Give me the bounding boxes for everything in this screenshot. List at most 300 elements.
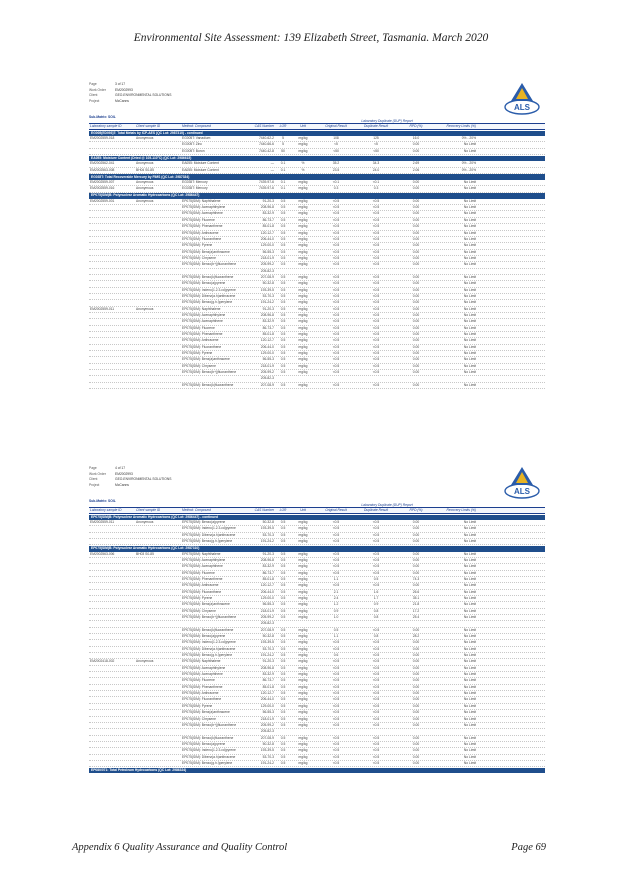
cell-lab-sample: EM2002418-002 (90, 659, 115, 664)
cell-recovery: No Limit (463, 249, 476, 254)
meta-label-work_order: Work Order (89, 471, 106, 476)
cell-lor: 0.5 (280, 274, 286, 279)
cell-method: EP075(SIM): Phenanthrene (182, 576, 223, 581)
cell-recovery: No Limit (463, 224, 476, 229)
cell-lor: 0.5 (280, 357, 286, 362)
cell-cas: 207-08-9 (260, 627, 274, 632)
cell-original: <0.5 (332, 741, 340, 746)
cell-original: <0.5 (332, 678, 340, 683)
cell-recovery: No Limit (463, 180, 476, 185)
cell-lor: 0.1 (280, 161, 286, 166)
cell-original: <0.5 (332, 211, 340, 216)
cell-method: EP075(SIM): Fluoranthene (182, 589, 222, 594)
cell-method: EP075(SIM): Benz(a)anthracene (182, 357, 230, 362)
cell-unit: mg/kg (298, 338, 308, 343)
cell-rpd: 0.00 (412, 754, 420, 759)
cell-cas: 53-70-3 (262, 646, 274, 651)
cell-rpd: 17.2 (412, 608, 420, 613)
cell-recovery: No Limit (463, 735, 476, 740)
cell-lor: 0.5 (280, 217, 286, 222)
meta-label-project: Project (89, 482, 100, 487)
cell-recovery: No Limit (463, 551, 476, 556)
cell-original: <0.5 (332, 691, 340, 696)
meta-row-project (89, 99, 545, 105)
cell-unit: mg/kg (298, 370, 308, 375)
cell-lor: 0.1 (280, 186, 286, 191)
meta-value-project: McCanns (115, 482, 129, 487)
cell-recovery: No Limit (463, 570, 476, 575)
cell-original: <0.5 (332, 520, 340, 525)
cell-duplicate: <0.5 (372, 703, 380, 708)
column-header-client-sample: Client sample ID (136, 123, 161, 128)
cell-lor: 0.5 (280, 602, 286, 607)
cell-lor: 0.5 (280, 300, 286, 305)
cell-method: EP075(SIM): Fluorene (182, 570, 215, 575)
cell-lor: 0.5 (280, 236, 286, 241)
cell-original: <0.5 (332, 312, 340, 317)
cell-original: <0.5 (332, 351, 340, 356)
cell-original: <0.5 (332, 722, 340, 727)
cell-original: <0.5 (332, 325, 340, 330)
cell-lor: 0.5 (280, 634, 286, 639)
cell-rpd: 26.6 (412, 589, 420, 594)
cell-cas: 208-96-8 (260, 557, 274, 562)
cell-cas: 191-24-2 (260, 653, 274, 658)
cell-original: <0.5 (332, 754, 340, 759)
cell-lab-sample: EM2002559-018 (90, 136, 115, 141)
cell-unit: mg/kg (298, 211, 308, 216)
column-header-method: Method: Compound (182, 123, 211, 128)
cell-lor: 0.5 (280, 198, 286, 203)
cell-cas: 83-32-9 (262, 319, 274, 324)
cell-method: EP075(SIM): Benzo(g.h.i)perylene (182, 653, 233, 658)
cell-duplicate: <0.5 (372, 735, 380, 740)
cell-recovery: No Limit (463, 382, 476, 387)
cell-unit: mg/kg (298, 551, 308, 556)
cell-original: <0.5 (332, 697, 340, 702)
cell-unit: mg/kg (298, 230, 308, 235)
cell-duplicate: <0.5 (372, 583, 380, 588)
cell-lor: 0.5 (280, 615, 286, 620)
cell-unit: mg/kg (298, 754, 308, 759)
cell-lab-sample: EM2002562-041 (90, 161, 115, 166)
cell-method: EG035T: Mercury (182, 186, 208, 191)
cell-rpd: 0.00 (412, 224, 420, 229)
cell-rpd: 0.00 (412, 287, 420, 292)
cell-original: <0.5 (332, 532, 340, 537)
cell-client-sample: Anonymous (136, 306, 154, 311)
cell-recovery: No Limit (463, 595, 476, 600)
cell-unit: mg/kg (298, 136, 308, 141)
cell-lor: 0.5 (280, 710, 286, 715)
cell-lor: 0.5 (280, 306, 286, 311)
cell-cas: 50-32-8 (262, 281, 274, 286)
cell-original: <0.5 (332, 300, 340, 305)
cell-unit: mg/kg (298, 287, 308, 292)
cell-method: EP075(SIM): Indeno(1.2.3.cd)pyrene (182, 640, 236, 645)
cell-method: EG005T: Boron (182, 148, 205, 153)
cell-unit: mg/kg (298, 539, 308, 544)
cell-duplicate: <0.5 (372, 281, 380, 286)
cell-duplicate: <0.5 (372, 684, 380, 689)
cell-lor: 0.5 (280, 319, 286, 324)
table-header (89, 507, 545, 514)
cell-method: EP075(SIM): Benzo(b+j)fluoranthene (182, 370, 237, 375)
cell-original: 1.2 (333, 602, 339, 607)
cell-lor: 0.5 (280, 570, 286, 575)
meta-value-client: GEO-ENVIRONMENTAL SOLUTIONS (115, 477, 172, 482)
cell-unit: mg/kg (298, 595, 308, 600)
cell-recovery: No Limit (463, 672, 476, 677)
cell-lab-sample: EM2002563-008 (90, 167, 115, 172)
cell-lab-sample: EM2002559-011 (90, 306, 115, 311)
cell-recovery: 0% - 20% (461, 161, 476, 166)
cell-duplicate: <0.5 (372, 293, 380, 298)
cell-method: EP075(SIM): Pyrene (182, 243, 213, 248)
cell-cas: 91-20-3 (262, 659, 274, 664)
cell-rpd: 0.00 (412, 716, 420, 721)
cell-unit: mg/kg (298, 703, 308, 708)
cell-rpd: 0.00 (412, 684, 420, 689)
cell-method: EP075(SIM): Acenaphthylene (182, 205, 226, 210)
report-page-4 (89, 466, 545, 773)
cell-lor: 0.5 (280, 262, 286, 267)
cell-original: <0.5 (332, 684, 340, 689)
cell-lor: 0.5 (280, 627, 286, 632)
cell-recovery: No Limit (463, 760, 476, 765)
column-header-duplicate: Duplicate Result (363, 507, 388, 512)
cell-rpd: 0.00 (412, 319, 420, 324)
cell-original: 35.2 (332, 161, 340, 166)
cell-cas: 83-32-9 (262, 211, 274, 216)
cell-duplicate: 1.7 (373, 595, 379, 600)
cell-recovery: No Limit (463, 684, 476, 689)
cell-original: <0.5 (332, 205, 340, 210)
cell-unit: mg/kg (298, 532, 308, 537)
cell-method: EP075(SIM): Pyrene (182, 595, 213, 600)
cell-unit: mg/kg (298, 243, 308, 248)
cell-cas: 7440-42-8 (258, 148, 274, 153)
cell-recovery: No Limit (463, 148, 476, 153)
cell-rpd: 0.00 (412, 760, 420, 765)
cell-method: EP075(SIM): Benzo(k)fluoranthene (182, 735, 234, 740)
cell-duplicate: <0.5 (372, 526, 380, 531)
cell-recovery: No Limit (463, 357, 476, 362)
cell-method: EP075(SIM): Benzo(b+j)fluoranthene (182, 615, 237, 620)
cell-lor: 0.5 (280, 691, 286, 696)
cell-recovery: No Limit (463, 697, 476, 702)
column-header-method: Method: Compound (182, 507, 211, 512)
cell-cas: 205-82-3 (260, 376, 274, 381)
cell-cas: — (270, 161, 274, 166)
cell-rpd: 0.00 (412, 142, 420, 147)
cell-method: EP075(SIM): Naphthalene (182, 659, 221, 664)
cell-duplicate: <0.5 (372, 627, 380, 632)
cell-unit: mg/kg (298, 672, 308, 677)
cell-duplicate: <0.5 (372, 230, 380, 235)
cell-original: <0.5 (332, 564, 340, 569)
cell-original: <0.5 (332, 281, 340, 286)
cell-cas: 193-39-5 (260, 287, 274, 292)
cell-original: <0.5 (332, 526, 340, 531)
cell-method: EP075(SIM): Dibenz(a.h)anthracene (182, 754, 236, 759)
cell-rpd: 0.00 (412, 198, 420, 203)
cell-unit: % (301, 161, 305, 166)
cell-method: EP075(SIM): Indeno(1.2.3.cd)pyrene (182, 287, 236, 292)
cell-lor: 0.5 (280, 760, 286, 765)
cell-original: <0.5 (332, 557, 340, 562)
cell-duplicate: <5 (374, 142, 378, 147)
cell-original: <5 (334, 142, 338, 147)
cell-cas: 218-01-9 (260, 608, 274, 613)
cell-lor: 0.1 (280, 180, 286, 185)
cell-method: EP075(SIM): Anthracene (182, 691, 219, 696)
cell-rpd: 0.00 (412, 249, 420, 254)
cell-lor: 0.5 (280, 382, 286, 387)
cell-unit: % (301, 167, 305, 172)
cell-cas: 53-70-3 (262, 532, 274, 537)
cell-unit: mg/kg (298, 363, 308, 368)
cell-lor: 0.5 (280, 678, 286, 683)
cell-lor: 0.5 (280, 589, 286, 594)
cell-lor: 0.5 (280, 249, 286, 254)
cell-cas: 193-39-5 (260, 526, 274, 531)
cell-cas: 91-20-3 (262, 306, 274, 311)
cell-original: <0.5 (332, 293, 340, 298)
cell-method: EP075(SIM): Fluorene (182, 678, 215, 683)
meta-value-client: GEO-ENVIRONMENTAL SOLUTIONS (115, 93, 172, 98)
cell-original: <0.5 (332, 236, 340, 241)
cell-duplicate: <0.5 (372, 351, 380, 356)
cell-original: <0.5 (332, 640, 340, 645)
cell-recovery: No Limit (463, 325, 476, 330)
cell-rpd: 0.00 (412, 653, 420, 658)
cell-duplicate: <0.5 (372, 205, 380, 210)
cell-recovery: No Limit (463, 230, 476, 235)
cell-cas: 83-32-9 (262, 672, 274, 677)
meta-label-client: Client (89, 477, 98, 482)
section-header: EA055: Moisture Content (Dried @ 105-110°C) (QC Lot: 2986615) (89, 156, 545, 162)
cell-duplicate: 0.5 (373, 576, 379, 581)
cell-recovery: No Limit (463, 678, 476, 683)
cell-lor: 0.5 (280, 532, 286, 537)
cell-unit: mg/kg (298, 760, 308, 765)
cell-cas: 85-01-8 (262, 684, 274, 689)
cell-rpd: 2.06 (412, 167, 420, 172)
cell-original: <0.5 (332, 249, 340, 254)
cell-method: EP075(SIM): Benzo(k)fluoranthene (182, 382, 234, 387)
cell-unit: mg/kg (298, 325, 308, 330)
cell-duplicate: 1.6 (373, 589, 379, 594)
cell-cas: 120-12-7 (260, 230, 274, 235)
cell-cas: 218-01-9 (260, 363, 274, 368)
cell-unit: mg/kg (298, 716, 308, 721)
cell-rpd: 0.00 (412, 344, 420, 349)
meta-row-project (89, 483, 545, 489)
cell-rpd: 0.00 (412, 205, 420, 210)
cell-recovery: No Limit (463, 293, 476, 298)
cell-client-sample: BH03 S0-85 (136, 551, 154, 556)
cell-rpd: 0.00 (412, 332, 420, 337)
cell-rpd: 0.00 (412, 583, 420, 588)
cell-method: EP075(SIM): Benzo(k)fluoranthene (182, 627, 234, 632)
cell-cas: 205-99-2 (260, 615, 274, 620)
section-header: EP075(SIM)B: Polynuclear Aromatic Hydrocarbons (QC Lot: 2987310) (89, 546, 545, 552)
document-header: Environmental Site Assessment: 139 Elizabeth Street, Tasmania. March 2020 (133, 32, 489, 44)
cell-method: EP075(SIM): Benzo(a)pyrene (182, 281, 226, 286)
cell-lor: 0.5 (280, 672, 286, 677)
cell-recovery: No Limit (463, 236, 476, 241)
column-header-rpd: RPD (%) (409, 123, 423, 128)
cell-recovery: No Limit (463, 243, 476, 248)
cell-duplicate: <0.5 (372, 262, 380, 267)
cell-cas: 206-44-0 (260, 697, 274, 702)
sub-matrix-label: Sub-Matrix: SOIL (89, 498, 116, 503)
cell-cas: 206-44-0 (260, 344, 274, 349)
cell-rpd: 0.00 (412, 640, 420, 645)
cell-original: 1.1 (333, 576, 339, 581)
cell-duplicate: 0.9 (373, 602, 379, 607)
cell-original: <0.5 (332, 224, 340, 229)
section-header: EP080/071: Total Petroleum Hydrocarbons (QC Lot: 2986324) (89, 768, 545, 774)
dup-report-label: Laboratory Duplicate (DUP) Report (361, 503, 413, 507)
cell-original: <0.5 (332, 570, 340, 575)
cell-original: 2.1 (333, 589, 339, 594)
cell-client-sample: Anonymous (136, 659, 154, 664)
cell-cas: — (270, 167, 274, 172)
cell-original: 1.1 (333, 634, 339, 639)
cell-cas: 129-00-0 (260, 595, 274, 600)
section-header: EP075(SIM)B: Polynuclear Aromatic Hydrocarbons (QC Lot: 2986447) - continued (89, 515, 545, 521)
cell-method: EP075(SIM): Acenaphthene (182, 672, 223, 677)
column-header-lab-sample: Laboratory sample ID (90, 123, 122, 128)
cell-method: EG005T: Vanadium (182, 136, 211, 141)
cell-unit: mg/kg (298, 319, 308, 324)
cell-original: 108 (333, 136, 339, 141)
cell-original: <0.5 (332, 332, 340, 337)
als-logo-text: ALS (514, 487, 530, 496)
cell-cas: 208-96-8 (260, 205, 274, 210)
cell-original: <0.5 (332, 659, 340, 664)
cell-rpd: 0.00 (412, 351, 420, 356)
cell-unit: mg/kg (298, 640, 308, 645)
cell-rpd: 0.00 (412, 186, 420, 191)
cell-unit: mg/kg (298, 602, 308, 607)
cell-unit: mg/kg (298, 526, 308, 531)
table-row (89, 186, 545, 192)
cell-rpd: 0.00 (412, 570, 420, 575)
cell-cas: 7439-97-6 (258, 180, 274, 185)
cell-cas: 205-99-2 (260, 722, 274, 727)
cell-original: <0.5 (332, 338, 340, 343)
cell-lab-sample: EM2002559-011 (90, 520, 115, 525)
cell-unit: mg/kg (298, 697, 308, 702)
cell-cas: 206-44-0 (260, 236, 274, 241)
report-meta (89, 466, 545, 498)
cell-cas: 205-82-3 (260, 729, 274, 734)
cell-original: 23.5 (332, 167, 340, 172)
cell-lor: 0.5 (280, 255, 286, 260)
column-header-rpd: RPD (%) (409, 507, 423, 512)
cell-duplicate: <0.5 (372, 710, 380, 715)
cell-lor: 0.5 (280, 293, 286, 298)
cell-lor: 0.5 (280, 230, 286, 235)
cell-method: EP075(SIM): Acenaphthylene (182, 665, 226, 670)
cell-recovery: No Limit (463, 608, 476, 613)
cell-cas: 129-00-0 (260, 351, 274, 356)
cell-recovery: No Limit (463, 741, 476, 746)
cell-rpd: 35.1 (412, 595, 420, 600)
cell-original: <0.5 (332, 319, 340, 324)
cell-recovery: No Limit (463, 532, 476, 537)
cell-lor: 0.5 (280, 564, 286, 569)
cell-recovery: No Limit (463, 634, 476, 639)
cell-duplicate: <0.5 (372, 198, 380, 203)
cell-recovery: No Limit (463, 583, 476, 588)
cell-rpd: 0.00 (412, 230, 420, 235)
cell-recovery: No Limit (463, 754, 476, 759)
cell-method: EP075(SIM): Indeno(1.2.3.cd)pyrene (182, 748, 236, 753)
cell-cas: 7439-97-6 (258, 186, 274, 191)
als-logo (503, 466, 541, 500)
cell-original: <0.5 (332, 551, 340, 556)
cell-original: <0.5 (332, 665, 340, 670)
table-row (89, 149, 545, 155)
cell-lor: 0.5 (280, 640, 286, 645)
cell-method: EP075(SIM): Benzo(b+j)fluoranthene (182, 722, 237, 727)
cell-rpd: 0.00 (412, 217, 420, 222)
cell-unit: mg/kg (298, 735, 308, 740)
cell-original: <0.1 (332, 180, 340, 185)
cell-duplicate: <0.5 (372, 344, 380, 349)
cell-recovery: No Limit (463, 351, 476, 356)
cell-cas: 56-55-3 (262, 357, 274, 362)
cell-lor: 0.5 (280, 224, 286, 229)
sub-matrix-label: Sub-Matrix: SOIL (89, 114, 116, 119)
cell-lor: 0.5 (280, 665, 286, 670)
cell-recovery: No Limit (463, 300, 476, 305)
cell-recovery: No Limit (463, 576, 476, 581)
cell-method: EP075(SIM): Phenanthrene (182, 684, 223, 689)
cell-original: <0.5 (332, 262, 340, 267)
cell-duplicate: <0.5 (372, 640, 380, 645)
cell-method: EP075(SIM): Naphthalene (182, 198, 221, 203)
cell-rpd: 0.00 (412, 551, 420, 556)
cell-cas: 207-08-9 (260, 735, 274, 740)
cell-recovery: No Limit (463, 306, 476, 311)
cell-client-sample: Anonymous (136, 161, 154, 166)
cell-lor: 0.5 (280, 338, 286, 343)
cell-rpd: 0.00 (412, 526, 420, 531)
cell-method: EP075(SIM): Chrysene (182, 255, 216, 260)
cell-rpd: 0.00 (412, 370, 420, 375)
cell-unit: mg/kg (298, 300, 308, 305)
cell-rpd: 0.00 (412, 274, 420, 279)
cell-lor: 0.5 (280, 526, 286, 531)
cell-lor: 0.5 (280, 312, 286, 317)
cell-method: EP075(SIM): Benzo(a)pyrene (182, 741, 226, 746)
meta-value-page: 4 of 17 (115, 466, 126, 471)
cell-duplicate: <0.5 (372, 325, 380, 330)
cell-recovery: No Limit (463, 198, 476, 203)
cell-method: EP075(SIM): Acenaphthylene (182, 312, 226, 317)
report-meta (89, 82, 545, 114)
cell-recovery: No Limit (463, 338, 476, 343)
cell-original: <0.5 (332, 710, 340, 715)
cell-lor: 0.5 (280, 722, 286, 727)
cell-rpd: 0.00 (412, 557, 420, 562)
cell-cas: 207-08-9 (260, 274, 274, 279)
